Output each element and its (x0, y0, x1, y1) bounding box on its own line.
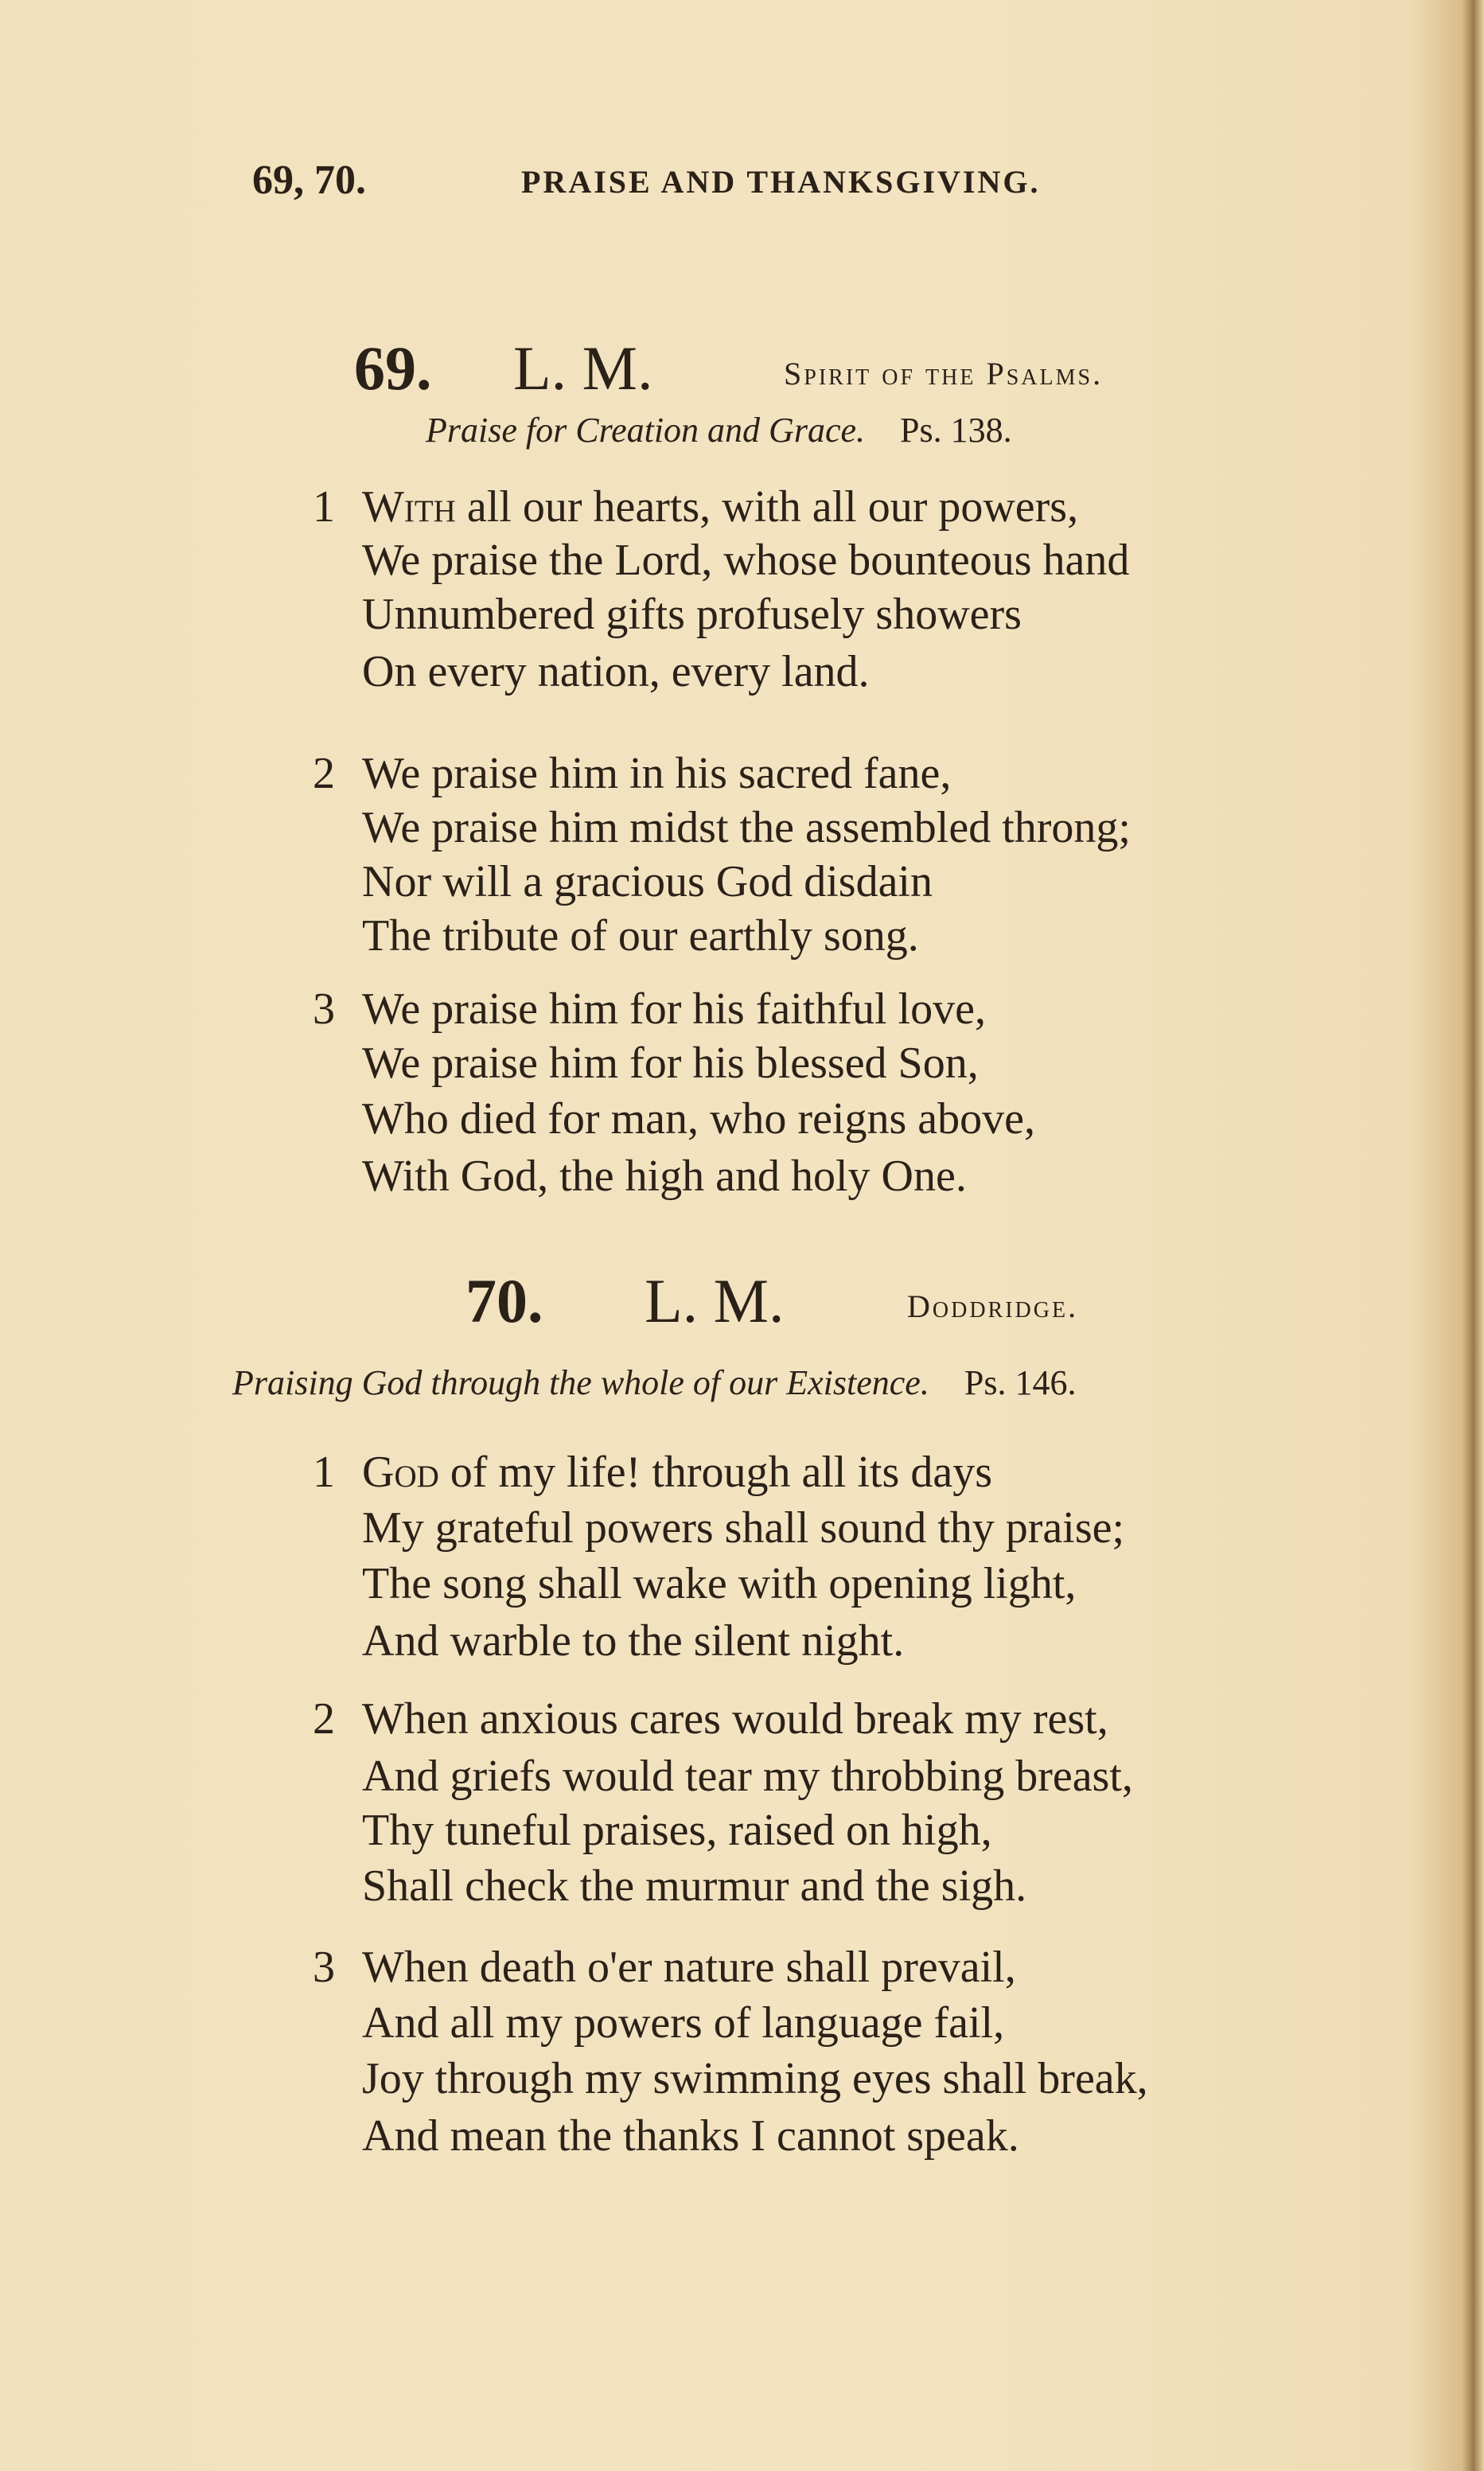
psalm-reference: Ps. 138. (900, 411, 1012, 450)
verse-line (362, 1151, 967, 1202)
verse-first-word: God (362, 1448, 439, 1497)
hymn-meter: L. M. (513, 333, 653, 403)
verse-text: Joy through my swimming eyes shall break, (362, 2054, 1148, 2103)
hymn-author: Doddridge. (907, 1288, 1079, 1324)
verse-text: The tribute of our earthly song. (362, 911, 919, 961)
verse-line (362, 802, 1131, 853)
verse-line (362, 1558, 1076, 1609)
verse-line (362, 1093, 1035, 1144)
stanza-number: 3 (313, 984, 335, 1034)
verse-text: Nor will a gracious God disdain (362, 857, 933, 906)
verse-line (362, 1693, 1108, 1744)
page-numbers: 69, 70. (252, 158, 366, 203)
verse-first-word: With (362, 482, 456, 532)
verse-text: And griefs would tear my throbbing breast, (362, 1752, 1133, 1801)
stanza-number: 1 (313, 1448, 335, 1497)
verse-text: Thy tuneful praises, raised on high, (362, 1806, 992, 1855)
verse-text: My grateful powers shall sound thy praise; (362, 1503, 1125, 1553)
verse-line (362, 1942, 1016, 1993)
verse-line (362, 1616, 904, 1666)
hymn-meter: L. M. (645, 1266, 785, 1335)
verse-text: of my life! through all its days (438, 1448, 992, 1497)
verse-text: We praise him midst the assembled throng; (362, 803, 1131, 852)
hymn-number: 70. (465, 1266, 543, 1335)
subtitle-text: Praising God through the whole of our Existence. (232, 1363, 929, 1402)
verse-line (362, 589, 1022, 640)
hymn-author: Spirit of the Psalms. (784, 356, 1104, 392)
verse-line (362, 984, 986, 1035)
verse-text: And all my powers of language fail, (362, 1998, 1005, 2048)
stanza-number: 2 (313, 749, 335, 798)
verse-line (362, 1038, 979, 1089)
stanza-number: 2 (313, 1694, 335, 1744)
verse-line (362, 1751, 1133, 1802)
verse-text: Unnumbered gifts profusely showers (362, 590, 1022, 639)
hymn-subtitle (232, 1362, 1076, 1403)
verse-line (362, 1805, 992, 1856)
verse-line (362, 2110, 1019, 2161)
verse-text: We praise the Lord, whose bounteous hand (362, 536, 1130, 585)
verse-text: And warble to the silent night. (362, 1616, 905, 1666)
verse-line (362, 1997, 1004, 2048)
verse-text: With God, the high and holy One. (362, 1152, 967, 1201)
verse-text: We praise him for his faithful love, (362, 984, 986, 1034)
verse-line (362, 481, 1078, 532)
stanza-number: 1 (313, 482, 335, 532)
verse-line (362, 748, 951, 799)
verse-line (362, 1502, 1124, 1553)
verse-text: On every nation, every land. (362, 647, 870, 696)
subtitle-text: Praise for Creation and Grace. (426, 411, 865, 450)
verse-line (362, 646, 870, 697)
verse-text: Who died for man, who reigns above, (362, 1094, 1035, 1144)
verse-text: When death o'er nature shall prevail, (362, 1943, 1016, 1992)
verse-line (362, 856, 933, 907)
verse-line (362, 1447, 992, 1498)
psalm-reference: Ps. 146. (964, 1363, 1077, 1402)
verse-line (362, 1861, 1026, 1912)
running-title: PRAISE AND THANKSGIVING. (521, 164, 1041, 200)
stanza-number: 3 (313, 1943, 335, 1992)
verse-text: And mean the thanks I cannot speak. (362, 2111, 1019, 2161)
hymn-number: 69. (354, 333, 432, 403)
hymn-subtitle (426, 410, 1012, 450)
verse-line (362, 535, 1129, 586)
verse-text: Shall check the murmur and the sigh. (362, 1861, 1027, 1911)
verse-text: We praise him in his sacred fane, (362, 749, 952, 798)
verse-text: We praise him for his blessed Son, (362, 1039, 979, 1088)
verse-line (362, 2053, 1148, 2104)
verse-text: all our hearts, with all our powers, (455, 482, 1079, 532)
verse-line (362, 910, 919, 961)
verse-text: The song shall wake with opening light, (362, 1559, 1077, 1608)
verse-text: When anxious cares would break my rest, (362, 1694, 1108, 1744)
